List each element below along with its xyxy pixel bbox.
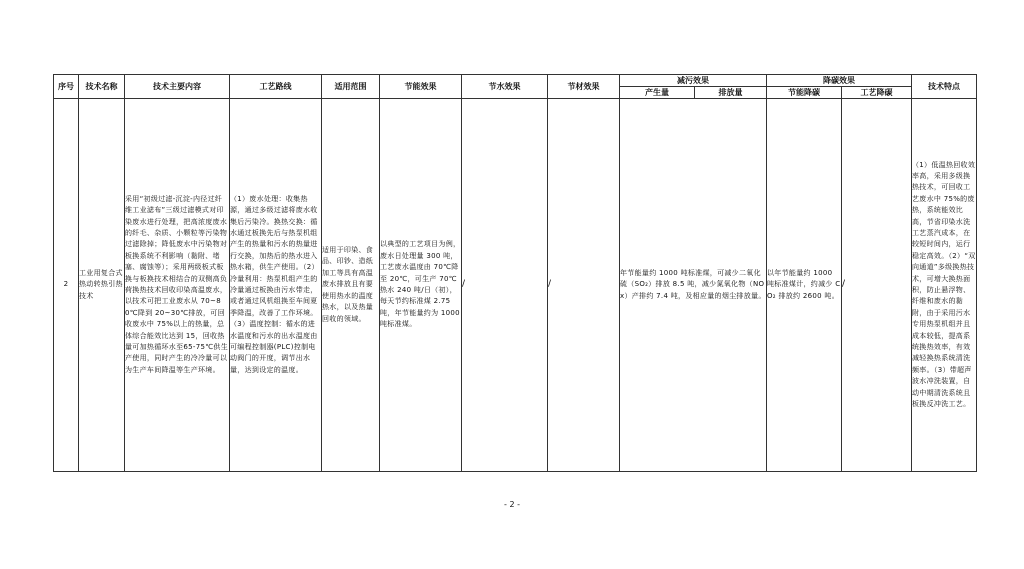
cell-pollution: 年节能量约 1000 吨标准煤，可减少二氧化硫（SO₂）排放 8.5 吨，减少氮氧化物（NOx）产排约 7.4 吨，及相应量的烟尘排放量。	[620, 99, 767, 472]
header-pollution: 减污效果	[620, 75, 767, 87]
technology-table	[53, 74, 977, 472]
header-energy: 节能效果	[380, 75, 462, 99]
header-produced: 产生量	[620, 87, 695, 99]
cell-material: /	[548, 99, 620, 472]
table-row	[54, 99, 977, 472]
cell-features: （1）低温热回收效率高，采用多级换热技术，可回收工艺废水中 75%的废热，系统能效比高，节省印染水洗工艺蒸汽成本，在较短时间内，运行稳定高效。（2）“双向通道”多级换热技术，可增大换热面积，防止悬浮物、纤维和废水的黏附，由于采用污水专用热泵机组并且成本较低，提高系统换热效率，有效减轻换热系统清洗频率。（3）带超声波水冲洗装置，自动中期清洗系统且板换反冲洗工艺。	[912, 99, 977, 472]
header-energy-carbon: 节能降碳	[767, 87, 842, 99]
header-name: 技术名称	[79, 75, 125, 99]
cell-process-carbon: /	[842, 99, 912, 472]
cell-energy: 以典型的工艺项目为例，废水日处理量 300 吨，工艺废水温度由 70℃降至 20℃，可生产 70℃热水 240 吨/日（初），每天节约标准煤 2.75 吨，年节能量约为 1000 吨标准煤。	[380, 99, 462, 472]
cell-content: 采用“初级过滤-沉淀-内径过纤维工业滤布”三级过滤模式对印染废水进行处理，把高浓度废水的纤毛、杂质、小颗粒等污染物过滤除掉；降低废水中污染物对板换系统不利影响（黏附、堵塞、腐蚀等）；采用两级板式板换与板换技术相结合的双侧高负荷换热技术回收印染高温废水，以技术可把工业废水从 70~80℃降到 20~30℃排放，可回收废水中 75%以上的热量，总体综合能效比达到 15，回收热量可加热循环水至65-75℃供生产使用，同时产生的冷冷量可以为生产车间降温等生产环境。	[125, 99, 230, 472]
cell-carbon: 以年节能量约 1000 吨标准煤计，约减少 CO₂ 排放约 2600 吨。	[767, 99, 842, 472]
cell-water: /	[462, 99, 548, 472]
header-content: 技术主要内容	[125, 75, 230, 99]
header-scope: 适用范围	[322, 75, 380, 99]
cell-name: 工业用复合式热动转热引热技术	[79, 99, 125, 472]
cell-scope: 适用于印染、食品、印钞、造纸加工等具有高温废水排放且有要使用热水的温度热水，以及热量回收的领域。	[322, 99, 380, 472]
header-route: 工艺路线	[230, 75, 322, 99]
page-number: - 2 -	[504, 500, 520, 509]
header-water: 节水效果	[462, 75, 548, 99]
header-seq: 序号	[54, 75, 79, 99]
cell-route: （1）废水处理：收集热源，通过多级过滤将废水收集后污染冷。换热交换：循水通过板换先后与热泵机组产生的热量和污水的热量进行交换，加热后的热水进入热水箱，供生产使用。（2）冷量利用：热泵机组产生的冷量通过板换由污水带走，或者通过风机组换至车间夏季降温，改善了工作环境。（3）温度控制：循水的进水温度和污水的出水温度由可编程控制器(PLC)控制电动阀门的开度，调节出水量，达到设定的温度。	[230, 99, 322, 472]
cell-seq: 2	[54, 99, 79, 472]
header-process-carbon: 工艺降碳	[842, 87, 912, 99]
header-material: 节材效果	[548, 75, 620, 99]
header-carbon: 降碳效果	[767, 75, 912, 87]
header-features: 技术特点	[912, 75, 977, 99]
header-emission: 排放量	[695, 87, 767, 99]
